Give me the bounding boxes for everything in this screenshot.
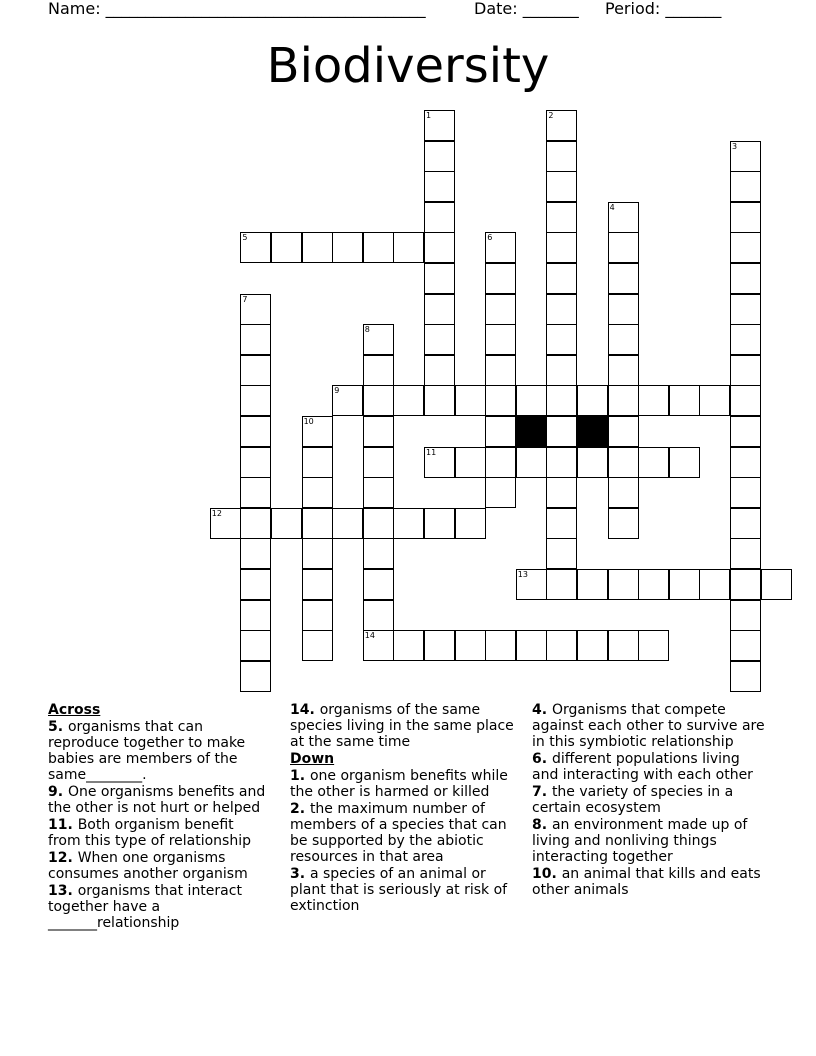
crossword-cell[interactable] — [424, 141, 455, 172]
clue-item — [290, 768, 524, 800]
clue-item — [48, 817, 270, 849]
clue-item-text: an environment made up of living and nonliving things interacting together — [532, 817, 748, 865]
clue-number: 3 — [732, 141, 738, 151]
crossword-cell[interactable] — [455, 630, 486, 661]
crossword-cell[interactable] — [730, 141, 761, 172]
crossword-cell[interactable] — [240, 508, 271, 539]
crossword-cell[interactable] — [516, 447, 547, 478]
clue-item — [532, 751, 768, 783]
crossword-cell[interactable] — [240, 600, 271, 631]
page-title: Biodiversity — [266, 38, 550, 94]
crossword-cell[interactable] — [302, 630, 333, 661]
crossword-cell[interactable] — [761, 569, 792, 600]
crossword-cell[interactable] — [608, 324, 639, 355]
clue-item — [532, 817, 768, 865]
crossword-cell[interactable] — [730, 355, 761, 386]
crossword-cell[interactable] — [332, 508, 363, 539]
crossword-cell[interactable] — [363, 447, 394, 478]
crossword-cell[interactable] — [669, 447, 700, 478]
crossword-cell[interactable] — [638, 447, 669, 478]
crossword-cell[interactable] — [608, 385, 639, 416]
crossword-cell[interactable] — [699, 569, 730, 600]
crossword-cell[interactable] — [546, 263, 577, 294]
crossword-cell[interactable] — [730, 447, 761, 478]
clue-item-number: 1. — [290, 768, 310, 784]
clue-item-number: 8. — [532, 817, 552, 833]
clue-item-text: the variety of species in a certain ecosystem — [532, 784, 734, 816]
crossword-cell[interactable] — [271, 232, 302, 263]
clue-number: 11 — [426, 447, 437, 457]
crossword-cell[interactable] — [455, 447, 486, 478]
crossword-cell[interactable] — [577, 630, 608, 661]
clue-item-number: 13. — [48, 883, 78, 899]
crossword-cell[interactable] — [730, 630, 761, 661]
crossword-cell[interactable] — [577, 569, 608, 600]
crossword-cell[interactable] — [302, 508, 333, 539]
clue-item-text: When one organisms consumes another organism — [48, 850, 248, 882]
crossword-cell[interactable] — [485, 232, 516, 263]
crossword-cell[interactable] — [455, 385, 486, 416]
clue-item — [290, 866, 524, 914]
crossword-cell[interactable] — [608, 447, 639, 478]
crossword-cell[interactable] — [240, 477, 271, 508]
crossword-cell[interactable] — [608, 569, 639, 600]
crossword-cell[interactable] — [363, 232, 394, 263]
crossword-cell[interactable] — [577, 447, 608, 478]
crossword-cell[interactable] — [240, 416, 271, 447]
crossword-cell[interactable] — [546, 324, 577, 355]
clue-number: 9 — [334, 386, 340, 396]
crossword-cell[interactable] — [638, 569, 669, 600]
crossword-cell[interactable] — [332, 232, 363, 263]
clue-item-text: a species of an animal or plant that is seriously at risk of extinction — [290, 866, 508, 914]
clue-item-text: the maximum number of members of a species that can be supported by the abiotic resources in that area — [290, 801, 507, 865]
crossword-cell[interactable] — [546, 569, 577, 600]
period-field-label: Period: _______ — [605, 0, 722, 18]
crossword-cell[interactable] — [699, 385, 730, 416]
clue-number: 12 — [211, 508, 222, 518]
clue-item-text: One organisms benefits and the other is not hurt or helped — [48, 784, 266, 816]
clue-number: 4 — [609, 202, 615, 212]
clue-item-number: 7. — [532, 784, 552, 800]
crossword-cell[interactable] — [210, 508, 241, 539]
clue-item-number: 11. — [48, 817, 78, 833]
crossword-cell[interactable] — [393, 630, 424, 661]
crossword-cell[interactable] — [302, 600, 333, 631]
crossword-cell[interactable] — [424, 263, 455, 294]
clue-item — [532, 866, 768, 898]
crossword-cell[interactable] — [730, 661, 761, 692]
crossword-cell[interactable] — [669, 385, 700, 416]
crossword-cell[interactable] — [271, 508, 302, 539]
clue-number: 6 — [487, 233, 493, 243]
clue-item-text: organisms that interact together have a _______relationship — [48, 883, 242, 931]
clue-number: 5 — [242, 233, 248, 243]
crossword-cell[interactable] — [730, 263, 761, 294]
crossword-cell[interactable] — [302, 232, 333, 263]
crossword-cell[interactable] — [608, 232, 639, 263]
crossword-cell[interactable] — [669, 569, 700, 600]
clue-item-text: organisms that can reproduce together to make babies are members of the same________. — [48, 719, 246, 783]
clue-item-text: Organisms that compete against each other to survive are in this symbiotic relationship — [532, 702, 765, 750]
clue-number: 14 — [364, 631, 375, 641]
crossword-cell[interactable] — [546, 141, 577, 172]
date-field-label: Date: _______ — [474, 0, 579, 18]
crossword-cell[interactable] — [730, 294, 761, 325]
crossword-cell[interactable] — [424, 202, 455, 233]
crossword-cell[interactable] — [608, 508, 639, 539]
crossword-cell[interactable] — [608, 355, 639, 386]
clue-item-number: 4. — [532, 702, 552, 718]
clue-column-3 — [532, 702, 768, 899]
crossword-cell[interactable] — [608, 294, 639, 325]
clue-item-number: 2. — [290, 801, 310, 817]
crossword-cell[interactable] — [516, 569, 547, 600]
crossword-cell[interactable] — [730, 202, 761, 233]
crossword-cell[interactable] — [546, 538, 577, 569]
crossword-cell[interactable] — [424, 324, 455, 355]
crossword-cell[interactable] — [240, 630, 271, 661]
crossword-cell[interactable] — [240, 232, 271, 263]
crossword-cell[interactable] — [302, 447, 333, 478]
crossword-cell[interactable] — [546, 447, 577, 478]
crossword-cell[interactable] — [302, 538, 333, 569]
crossword-block — [516, 416, 547, 447]
clue-number: 1 — [426, 111, 432, 120]
name-field-label: Name: ________________________________________ — [48, 0, 426, 18]
crossword-cell[interactable] — [730, 385, 761, 416]
clue-item-text: Both organism benefit from this type of relationship — [48, 817, 251, 849]
clue-number: 2 — [548, 111, 554, 120]
down-heading: Down — [290, 751, 335, 767]
crossword-cell[interactable] — [424, 508, 455, 539]
crossword-cell[interactable] — [485, 324, 516, 355]
crossword-cell[interactable] — [485, 447, 516, 478]
crossword-cell[interactable] — [485, 416, 516, 447]
clue-number: 13 — [517, 570, 528, 579]
clue-number: 10 — [303, 417, 314, 426]
clue-item-text: different populations living and interacting with each other — [532, 751, 753, 783]
crossword-cell[interactable] — [240, 324, 271, 355]
crossword-cell[interactable] — [546, 385, 577, 416]
crossword-cell[interactable] — [485, 477, 516, 508]
crossword-cell[interactable] — [546, 416, 577, 447]
crossword-cell[interactable] — [730, 538, 761, 569]
crossword-cell[interactable] — [363, 477, 394, 508]
clue-number: 7 — [242, 294, 248, 304]
crossword-cell[interactable] — [424, 232, 455, 263]
clue-item-text: one organism benefits while the other is harmed or killed — [290, 768, 508, 800]
crossword-cell[interactable] — [424, 294, 455, 325]
crossword-cell[interactable] — [730, 416, 761, 447]
crossword-cell[interactable] — [485, 385, 516, 416]
crossword-cell[interactable] — [240, 538, 271, 569]
crossword-cell[interactable] — [546, 630, 577, 661]
clue-item-number: 3. — [290, 866, 310, 882]
crossword-cell[interactable] — [424, 385, 455, 416]
crossword-cell[interactable] — [546, 232, 577, 263]
crossword-cell[interactable] — [730, 324, 761, 355]
clue-item — [290, 702, 524, 750]
crossword-cell[interactable] — [240, 355, 271, 386]
crossword-cell[interactable] — [730, 600, 761, 631]
crossword-cell[interactable] — [363, 630, 394, 661]
crossword-cell[interactable] — [424, 447, 455, 478]
crossword-cell[interactable] — [424, 355, 455, 386]
crossword-cell[interactable] — [424, 630, 455, 661]
crossword-cell[interactable] — [302, 569, 333, 600]
crossword-cell[interactable] — [608, 477, 639, 508]
crossword-cell[interactable] — [730, 508, 761, 539]
crossword-cell[interactable] — [608, 630, 639, 661]
crossword-cell[interactable] — [363, 385, 394, 416]
clue-item-text: an animal that kills and eats other animals — [532, 866, 761, 898]
crossword-cell[interactable] — [730, 232, 761, 263]
crossword-cell[interactable] — [638, 385, 669, 416]
clue-item-number: 5. — [48, 719, 68, 735]
crossword-cell[interactable] — [730, 171, 761, 202]
clue-item — [532, 784, 768, 816]
clue-item — [48, 719, 270, 783]
clue-item-text: organisms of the same species living in the same place at the same time — [290, 702, 514, 750]
crossword-cell[interactable] — [516, 630, 547, 661]
across-heading: Across — [48, 702, 101, 718]
clue-item-number: 6. — [532, 751, 552, 767]
crossword-cell[interactable] — [240, 294, 271, 325]
crossword-cell[interactable] — [577, 385, 608, 416]
crossword-cell[interactable] — [363, 538, 394, 569]
crossword-cell[interactable] — [363, 416, 394, 447]
crossword-block — [577, 416, 608, 447]
crossword-cell[interactable] — [240, 661, 271, 692]
crossword-cell[interactable] — [546, 110, 577, 141]
crossword-cell[interactable] — [485, 630, 516, 661]
clue-column-1 — [48, 702, 270, 932]
crossword-cell[interactable] — [546, 355, 577, 386]
clue-item-number: 14. — [290, 702, 320, 718]
crossword-cell[interactable] — [546, 477, 577, 508]
crossword-cell[interactable] — [485, 263, 516, 294]
crossword-cell[interactable] — [485, 355, 516, 386]
crossword-cell[interactable] — [516, 385, 547, 416]
clue-item-number: 10. — [532, 866, 562, 882]
clue-item — [290, 801, 524, 865]
crossword-cell[interactable] — [546, 294, 577, 325]
crossword-cell[interactable] — [302, 416, 333, 447]
crossword-cell[interactable] — [302, 477, 333, 508]
crossword-cell[interactable] — [608, 263, 639, 294]
crossword-cell[interactable] — [730, 477, 761, 508]
crossword-cell[interactable] — [730, 569, 761, 600]
crossword-cell[interactable] — [393, 385, 424, 416]
crossword-cell[interactable] — [455, 508, 486, 539]
clue-item — [532, 702, 768, 750]
crossword-cell[interactable] — [546, 171, 577, 202]
crossword-cell[interactable] — [363, 355, 394, 386]
crossword-cell[interactable] — [638, 630, 669, 661]
crossword-cell[interactable] — [240, 385, 271, 416]
crossword-cell[interactable] — [240, 569, 271, 600]
crossword-cell[interactable] — [332, 385, 363, 416]
crossword-cell[interactable] — [485, 294, 516, 325]
crossword-cell[interactable] — [608, 416, 639, 447]
clue-item — [48, 784, 270, 816]
crossword-cell[interactable] — [363, 569, 394, 600]
clue-number: 8 — [364, 325, 370, 335]
crossword-cell[interactable] — [240, 447, 271, 478]
crossword-cell[interactable] — [546, 202, 577, 233]
crossword-cell[interactable] — [363, 508, 394, 539]
crossword-cell[interactable] — [393, 508, 424, 539]
crossword-cell[interactable] — [393, 232, 424, 263]
clue-item-number: 12. — [48, 850, 78, 866]
crossword-cell[interactable] — [608, 202, 639, 233]
crossword-cell[interactable] — [424, 110, 455, 141]
crossword-cell[interactable] — [363, 600, 394, 631]
clue-item-number: 9. — [48, 784, 68, 800]
crossword-cell[interactable] — [424, 171, 455, 202]
clue-item — [48, 850, 270, 882]
crossword-cell[interactable] — [363, 324, 394, 355]
clue-column-2 — [290, 702, 524, 915]
crossword-cell[interactable] — [546, 508, 577, 539]
clue-item — [48, 883, 270, 931]
